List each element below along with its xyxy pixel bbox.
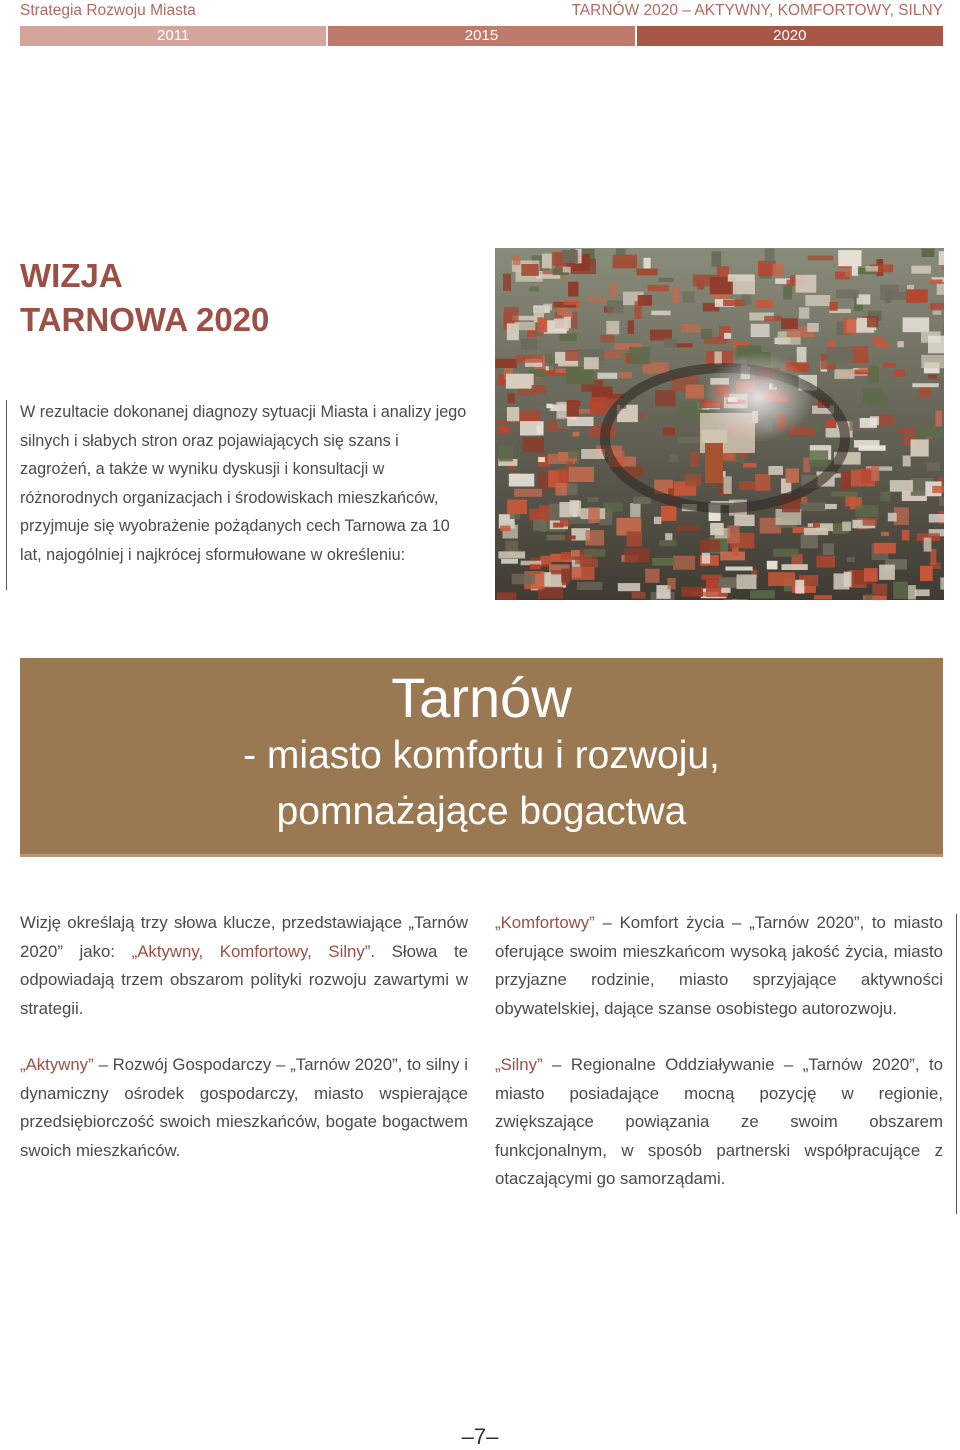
- timeline-2015: 2015: [328, 26, 634, 46]
- keywords-highlight: „Aktywny, Komfortowy, Silny”: [132, 942, 371, 961]
- page-number: –7–: [0, 1424, 960, 1450]
- page-title-line2: TARNOWA 2020: [20, 301, 269, 338]
- right-column: [495, 909, 943, 1222]
- intro-side-rule: [6, 400, 7, 590]
- vision-banner: [20, 658, 943, 857]
- silny-paragraph: „Silny” – Regionalne Oddziaływanie – „Tarnów 2020”, to miasto posiadające mocną pozycję w regionie, zwiększające powiązania ze swoim obszarem funkcjonalnym, w sposób partnerski współpracujące z otaczającymi go samorządami.: [495, 1051, 943, 1194]
- header-right-title: TARNÓW 2020 – AKTYWNY, KOMFORTOWY, SILNY: [571, 2, 943, 20]
- timeline-bar: [20, 26, 943, 46]
- header-left-title: Strategia Rozwoju Miasta: [20, 2, 196, 20]
- silny-key: „Silny”: [495, 1055, 543, 1074]
- left-column: [20, 909, 468, 1193]
- komfortowy-paragraph: „Komfortowy” – Komfort życia – „Tarnów 2020”, to miasto oferujące swoim mieszkańcom wysoką jakość życia, miasto przyjazne rodzinie, miasto sprzyjające aktywności obywatelskiej, dające szanse osobistego autorozwoju.: [495, 909, 943, 1023]
- right-side-rule: [956, 914, 957, 1214]
- keywords-paragraph: Wizję określają trzy słowa klucze, przedstawiające „Tarnów 2020” jako: „Aktywny, Komfortowy, Silny”. Słowa te odpowiadają trzem obszarom polityki rozwoju zawartymi w strategii.: [20, 909, 468, 1023]
- banner-heading: Tarnów: [20, 668, 943, 728]
- page-title-line1: WIZJA: [20, 257, 123, 294]
- banner-line-2: pomnażające bogactwa: [20, 784, 943, 840]
- komfortowy-key: „Komfortowy”: [495, 913, 595, 932]
- timeline-2020: 2020: [637, 26, 943, 46]
- page-title: [20, 254, 269, 342]
- aerial-city-illustration: [495, 248, 944, 600]
- aktywny-key: „Aktywny”: [20, 1055, 94, 1074]
- intro-paragraph: W rezultacie dokonanej diagnozy sytuacji Miasta i analizy jego silnych i słabych stron oraz pojawiających się szans i zagrożeń, a także w wyniku dyskusji i konsultacji w różnorodnych organizacjach i środowiskach mieszkańców, przyjmuje się wyobrażenie pożądanych cech Tarnowa za 10 lat, najogólniej i najkrócej sformułowane w określeniu:: [20, 398, 470, 570]
- aerial-city-photo: [495, 248, 944, 600]
- aktywny-paragraph: „Aktywny” – Rozwój Gospodarczy – „Tarnów 2020”, to silny i dynamiczny ośrodek gospodarczy, miasto wspierające przedsiębiorczość swoich mieszkańców, bogate bogactwem swoich mieszkańców.: [20, 1051, 468, 1165]
- banner-line-1: - miasto komfortu i rozwoju,: [20, 728, 943, 784]
- timeline-2011: 2011: [20, 26, 326, 46]
